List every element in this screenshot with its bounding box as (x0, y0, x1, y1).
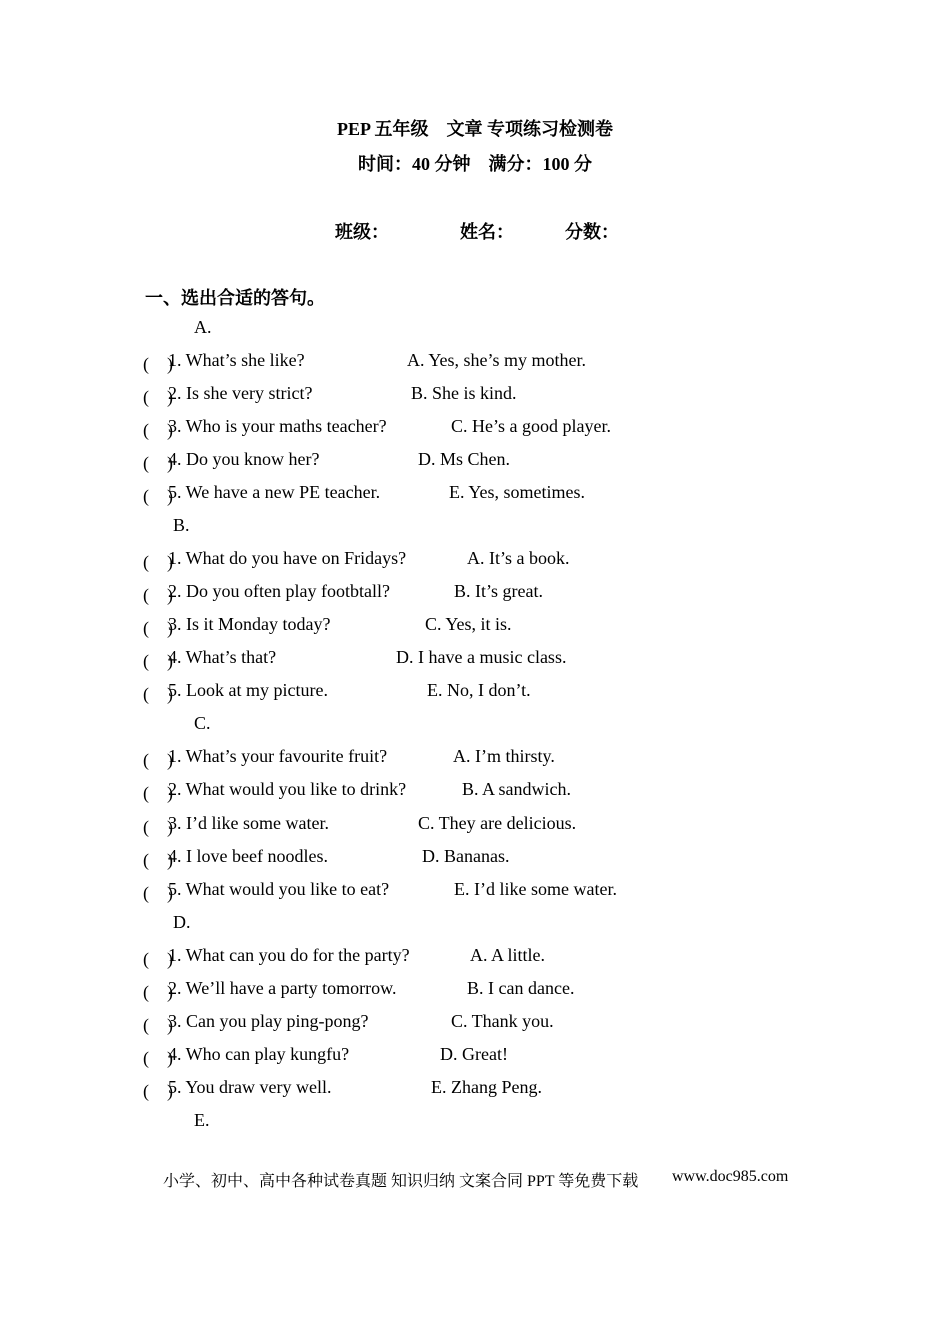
answer-bracket: ( ) (143, 651, 173, 671)
answer-option: B. It’s great. (454, 581, 543, 601)
score-label: 分数： (565, 222, 619, 242)
question-text: 3. Can you play ping-pong? (168, 1011, 369, 1031)
question-text: 1. What can you do for the party? (168, 945, 410, 965)
question-text: 5. Look at my picture. (168, 680, 328, 700)
page-footer (163, 1168, 789, 1191)
question-text: 5. You draw very well. (168, 1077, 332, 1097)
answer-bracket: ( ) (143, 783, 173, 803)
answer-bracket: ( ) (143, 387, 173, 407)
answer-bracket: ( ) (143, 552, 173, 572)
answer-option: E. No, I don’t. (427, 680, 531, 700)
question-text: 4. I love beef noodles. (168, 846, 328, 866)
answer-option: D. Ms Chen. (418, 449, 511, 469)
question-text: 1. What’s she like? (168, 350, 305, 370)
answer-option: C. Yes, it is. (425, 614, 512, 634)
answer-bracket: ( ) (143, 850, 173, 870)
group-label-c: C. (194, 713, 211, 733)
question-text: 5. We have a new PE teacher. (168, 482, 381, 502)
answer-option: E. Zhang Peng. (431, 1077, 542, 1097)
answer-bracket: ( ) (143, 420, 173, 440)
question-text: 2. We’ll have a party tomorrow. (168, 978, 397, 998)
answer-bracket: ( ) (143, 453, 173, 473)
answer-bracket: ( ) (143, 817, 173, 837)
question-text: 4. What’s that? (168, 647, 277, 667)
question-text: 3. Who is your maths teacher? (168, 416, 387, 436)
group-label-e: E. (194, 1110, 210, 1130)
answer-bracket: ( ) (143, 1048, 173, 1068)
answer-option: E. I’d like some water. (454, 879, 617, 899)
answer-option: D. I have a music class. (396, 647, 567, 667)
question-text: 2. What would you like to drink? (168, 779, 407, 799)
exam-title: PEP 五年级 文章 专项练习检测卷 (336, 119, 613, 139)
question-text: 4. Do you know her? (168, 449, 320, 469)
answer-bracket: ( ) (143, 486, 173, 506)
question-text: 1. What’s your favourite fruit? (168, 746, 388, 766)
answer-bracket: ( ) (143, 949, 173, 969)
question-text: 2. Is she very strict? (168, 383, 313, 403)
answer-option: C. He’s a good player. (451, 416, 611, 436)
answer-bracket: ( ) (143, 684, 173, 704)
answer-option: A. It’s a book. (467, 548, 570, 568)
answer-bracket: ( ) (143, 1081, 173, 1101)
answer-bracket: ( ) (143, 354, 173, 374)
answer-option: B. She is kind. (411, 383, 517, 403)
answer-option: B. A sandwich. (462, 779, 572, 799)
question-text: 3. Is it Monday today? (168, 614, 331, 634)
group-label-a: A. (194, 317, 212, 337)
question-text: 5. What would you like to eat? (168, 879, 390, 899)
group-label-b: B. (173, 515, 190, 535)
answer-bracket: ( ) (143, 982, 173, 1002)
answer-bracket: ( ) (143, 883, 173, 903)
question-text: 3. I’d like some water. (168, 813, 329, 833)
exam-subtitle: 时间：40 分钟 满分：100 分 (358, 154, 592, 174)
answer-bracket: ( ) (143, 1015, 173, 1035)
footer-text: 小学、初中、高中各种试卷真题 知识归纳 文案合同 PPT 等免费下载 (163, 1173, 639, 1190)
answer-option: C. They are delicious. (418, 813, 577, 833)
answer-bracket: ( ) (143, 585, 173, 605)
answer-bracket: ( ) (143, 618, 173, 638)
answer-option: A. A little. (470, 945, 546, 965)
section-heading: 一、选出合适的答句。 (145, 288, 325, 308)
answer-option: A. I’m thirsty. (453, 746, 555, 766)
footer-url[interactable]: www.doc985.com (672, 1168, 789, 1185)
answer-bracket: ( ) (143, 750, 173, 770)
answer-option: E. Yes, sometimes. (449, 482, 586, 502)
question-text: 1. What do you have on Fridays? (168, 548, 407, 568)
question-text: 4. Who can play kungfu? (168, 1044, 350, 1064)
answer-option: B. I can dance. (467, 978, 575, 998)
class-label: 班级： (335, 222, 389, 242)
answer-option: A. Yes, she’s my mother. (407, 350, 587, 370)
question-text: 2. Do you often play footbtall? (168, 581, 390, 601)
answer-option: D. Bananas. (422, 846, 510, 866)
group-label-d: D. (173, 912, 191, 932)
answer-option: C. Thank you. (451, 1011, 554, 1031)
answer-option: D. Great! (440, 1044, 508, 1064)
name-label: 姓名： (460, 222, 514, 242)
